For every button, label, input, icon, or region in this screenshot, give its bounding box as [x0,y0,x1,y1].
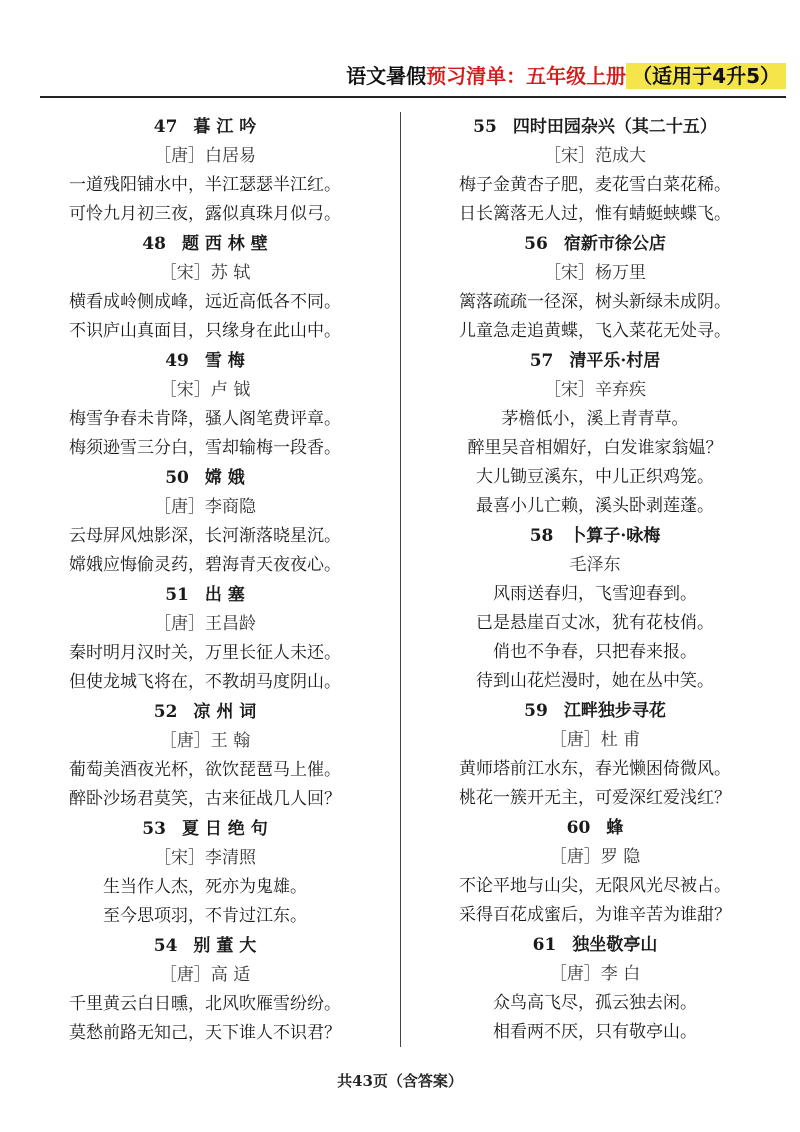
poem-number: 61 [532,935,557,955]
poem-line: 大儿锄豆溪东，中儿正织鸡笼。 [476,467,714,487]
poem-title-text: 蜂 [606,818,624,838]
poem-title [420,112,770,142]
poem-line: 不识庐山真面目，只缘身在此山中。 [69,321,341,341]
right-column [420,112,770,1047]
poem-line: 秦时明月汉时关，万里长征人未还。 [69,643,341,663]
poem-line: 日长篱落无人过，惟有蜻蜓蛱蝶飞。 [459,204,731,224]
poem-title-text: 夏 日 绝 句 [181,819,268,839]
poem-line: 葡萄美酒夜光杯，欲饮琵琶马上催。 [69,760,341,780]
poem-line: 已是悬崖百丈冰，犹有花枝俏。 [476,613,714,633]
poem-author: ［唐］李 白 [549,964,641,984]
poem-title [30,463,380,493]
poem-line: 嫦娥应悔偷灵药，碧海青天夜夜心。 [69,555,341,575]
poem-title [420,229,770,259]
poem-title [420,813,770,843]
poem-line: 醉卧沙场君莫笑，古来征战几人回？ [69,789,341,809]
poem-author: ［唐］王 翰 [159,731,251,751]
poem-author: ［宋］辛弃疾 [544,380,646,400]
poem-title [30,814,380,844]
poem-title [30,229,380,259]
poem-line: 待到山花烂漫时，她在丛中笑。 [476,671,714,691]
poem-block [420,112,770,229]
poem-title-text: 别 董 大 [193,936,257,956]
poem-line: 桃花一簇开无主，可爱深红爱浅红？ [459,788,731,808]
poem-line: 横看成岭侧成峰，远近高低各不同。 [69,292,341,312]
poem-block [420,521,770,696]
poem-number: 52 [153,702,178,722]
poem-line: 相看两不厌，只有敬亭山。 [493,1022,697,1042]
poem-block [30,697,380,814]
poem-author: ［宋］卢 钺 [159,380,251,400]
poem-title-text: 雪 梅 [204,351,245,371]
poem-number: 50 [165,468,189,488]
poem-block [30,580,380,697]
poem-line: 生当作人杰，死亦为鬼雄。 [103,877,307,897]
poem-block [420,696,770,813]
poem-title-text: 题 西 林 壁 [181,234,268,254]
poem-title [30,112,380,142]
poem-block [420,813,770,930]
poem-line: 云母屏风烛影深，长河渐落晓星沉。 [69,526,341,546]
poem-author: ［唐］白居易 [154,146,256,166]
poem-line: 一道残阳铺水中，半江瑟瑟半江红。 [69,175,341,195]
poem-author: ［唐］杜 甫 [549,730,641,750]
poem-line: 梅子金黄杏子肥，麦花雪白菜花稀。 [459,175,731,195]
poem-number: 49 [165,351,189,371]
header-grade-tag: （适用于4升5） [626,63,786,89]
poem-title-text: 出 塞 [204,585,245,605]
header-subject: 语文暑假 [346,64,427,88]
poem-title [420,696,770,726]
poem-title-text: 清平乐·村居 [569,351,661,371]
poem-line: 风雨送春归，飞雪迎春到。 [493,584,697,604]
poem-title-text: 独坐敬亭山 [572,935,658,955]
poem-line: 至今思项羽，不肯过江东。 [103,906,307,926]
poem-number: 58 [529,526,554,546]
poem-block [30,229,380,346]
poem-author: ［唐］李商隐 [154,497,256,517]
poem-title-text: 江畔独步寻花 [563,701,666,721]
poem-line: 黄师塔前江水东，春光懒困倚微风。 [459,759,731,779]
page-header [346,60,786,89]
poem-title [30,580,380,610]
poem-title [30,931,380,961]
poem-line: 可怜九月初三夜，露似真珠月似弓。 [69,204,341,224]
poem-line: 但使龙城飞将在，不教胡马度阴山。 [69,672,341,692]
poem-line: 千里黄云白日曛，北风吹雁雪纷纷。 [69,994,341,1014]
poem-line: 醉里吴音相媚好，白发谁家翁媪？ [467,438,723,458]
poem-title [420,346,770,376]
poem-title-text: 宿新市徐公店 [563,234,666,254]
poem-title-text: 暮 江 吟 [193,117,257,137]
poem-number: 57 [529,351,554,371]
poem-line: 俏也不争春，只把春来报。 [493,642,697,662]
poem-number: 55 [473,117,497,137]
poem-number: 54 [153,936,178,956]
poem-line: 莫愁前路无知己，天下谁人不识君？ [69,1023,341,1043]
poem-author: ［唐］罗 隐 [549,847,641,867]
poem-line: 众鸟高飞尽，孤云独去闲。 [493,993,697,1013]
poem-block [30,463,380,580]
poem-author: ［宋］李清照 [154,848,256,868]
poem-line: 采得百花成蜜后，为谁辛苦为谁甜？ [459,905,731,925]
poem-title-text: 嫦 娥 [204,468,245,488]
poem-block [420,229,770,346]
poem-line: 最喜小儿亡赖，溪头卧剥莲蓬。 [476,496,714,516]
poem-block [30,346,380,463]
poem-number: 47 [153,117,178,137]
poem-block [420,930,770,1047]
left-column [30,112,380,1048]
poem-line: 篱落疏疏一径深，树头新绿未成阴。 [459,292,731,312]
poem-author: ［唐］高 适 [159,965,251,985]
poem-line: 不论平地与山尖，无限风光尽被占。 [459,876,731,896]
poem-title-text: 四时田园杂兴（其二十五） [512,117,717,137]
poem-line: 儿童急走追黄蝶，飞入菜花无处寻。 [459,321,731,341]
poem-author: ［宋］范成大 [544,146,646,166]
poem-author: ［宋］杨万里 [544,263,646,283]
poem-title-text: 凉 州 词 [193,702,257,722]
poem-title [420,930,770,960]
poem-author: 毛泽东 [569,555,621,575]
poem-author: ［宋］苏 轼 [159,263,251,283]
poem-number: 60 [566,818,591,838]
poem-number: 56 [524,234,548,254]
poem-title [30,697,380,727]
column-divider [400,112,401,1047]
page-footer: 共43页（含答案） [337,1072,463,1090]
poem-line: 茅檐低小，溪上青青草。 [501,409,689,429]
poem-block [30,931,380,1048]
poem-title [420,521,770,551]
poem-title-text: 卜算子·咏梅 [569,526,661,546]
poem-author: ［唐］王昌龄 [154,614,256,634]
poem-number: 53 [142,819,166,839]
poem-line: 梅须逊雪三分白，雪却输梅一段香。 [69,438,341,458]
poem-block [30,814,380,931]
poem-block [30,112,380,229]
poem-number: 48 [142,234,166,254]
poem-title [30,346,380,376]
poem-number: 51 [165,585,189,605]
poem-line: 梅雪争春未肯降，骚人阁笔费评章。 [69,409,341,429]
poem-number: 59 [524,701,548,721]
poem-block [420,346,770,521]
header-rule [40,96,786,98]
header-list-title: 预习清单：五年级上册 [426,64,627,88]
